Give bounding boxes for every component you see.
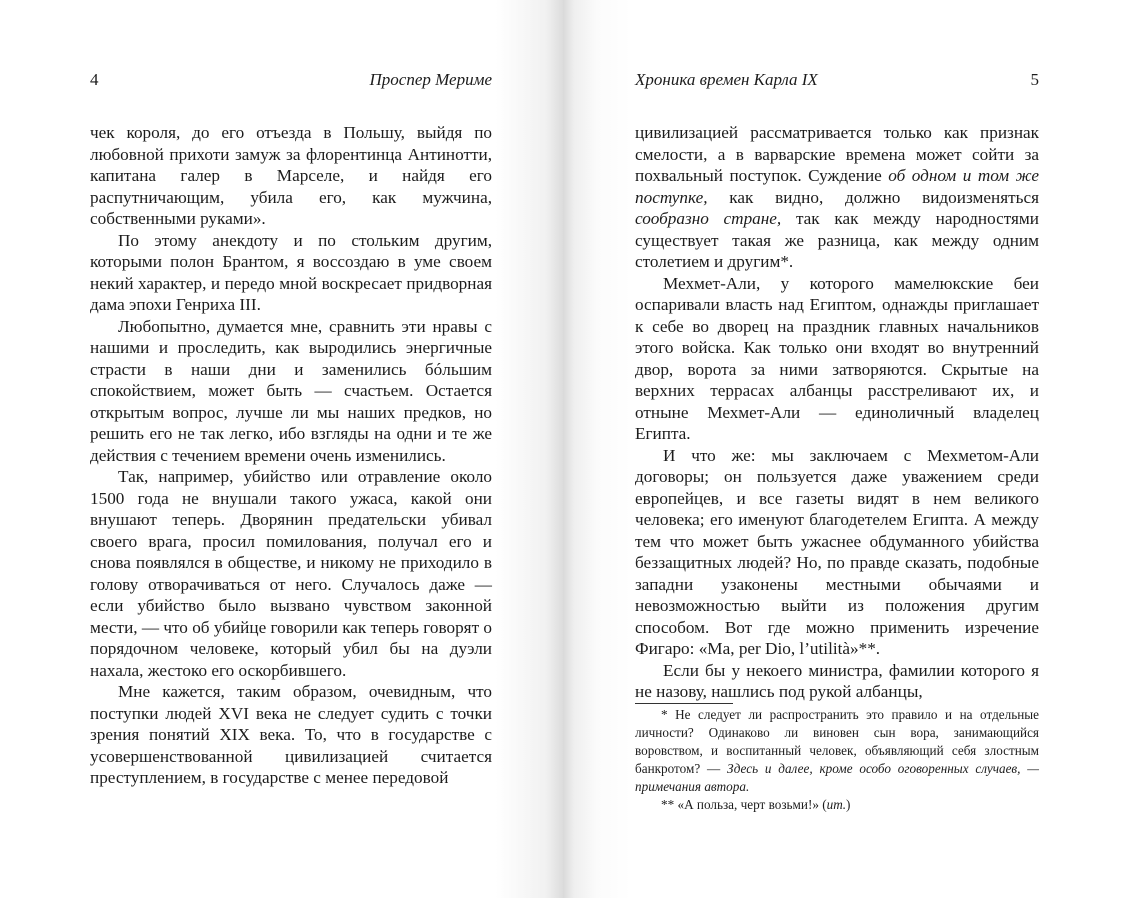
italic-run: об одном и том же поступке,	[635, 166, 1040, 207]
footnote-text: )	[846, 797, 851, 812]
text-run: цивилизацией рассматривается только как признак смелости, а в варварские времена может сойти за похвальный поступок. Суждение	[635, 123, 1039, 185]
page-number-right: 5	[1030, 70, 1039, 89]
footnote-text: ** «А польза, черт возьми!» (	[661, 797, 827, 812]
text-run: как видно, должно видоизменяться	[707, 187, 1039, 207]
footnote-text: * Не следует ли распространить это правило и на отдельные личности? Одинаково ли виновен сын вора, занимающийся воровством, и воспитанный человек, объявляющий себя злостным банкротом? —	[635, 707, 1039, 776]
paragraph	[635, 122, 1039, 273]
paragraph: И что же: мы заключаем с Мехметом-Али договоры; он пользуется даже уважением среди европейцев, и все газеты видят в нем великого человека; его именуют благодетелем Египта. А между тем что может быть ужаснее обдуманного убийства беззащитных людей? Но, по правде сказать, подобные западни узаконены местными обычаями и невозможностью выйти из положения другим способом. Вот где можно применить изречение Фигаро: «Ma, per Dio, l’utilità»**.	[635, 445, 1039, 658]
text-run: так как между народностями существует такая же разница, как между одним столетием и другим*.	[635, 209, 1039, 271]
footnotes	[635, 706, 1039, 814]
paragraph: Так, например, убийство или отравление около 1500 года не внушали такого ужаса, какой они внушают теперь. Дворянин предательски убивал своего врага, просил помилования, получал его и снова появлялся в обществе, и никому не приходило в голову отворачиваться от него. Случалось даже — если убийство было вызвано чувством законной мести, — что об убийце говорили как теперь говорят о порядочном человеке, который убил бы на дуэли нахала, жестоко его оскорбившего.	[90, 467, 492, 680]
paragraph: Любопытно, думается мне, сравнить эти нравы с нашими и проследить, как выродились энергичные страсти в наши дни и заменились бóльшим спокойствием, может быть — счастьем. Остается открытым вопрос, лучше ли мы наших предков, но решить его не так легко, ибо взгляды на одни и те же действия с течением времени очень изменились.	[90, 316, 492, 465]
paragraph: Мне кажется, таким образом, очевидным, что поступки людей XVI века не следует судить с точки зрения понятий XIX века. То, что в государстве с усовершенствованной цивилизацией считается преступлением, в государстве с менее передовой	[90, 682, 492, 787]
left-page	[0, 0, 563, 898]
paragraph: Если бы у некоего министра, фамилии которого я не назову, нашлись под рукой албанцы,	[635, 660, 1039, 701]
page-number-left: 4	[90, 70, 99, 89]
running-head-right: Хроника времен Карла IX	[635, 70, 818, 89]
right-page-body	[635, 122, 1039, 703]
paragraph: По этому анекдоту и по стольким другим, которыми полон Брантом, я воссоздаю в уме своем некий характер, и передо мной воскресает придворная дама эпохи Генриха III.	[90, 230, 492, 314]
right-page	[563, 0, 1129, 898]
left-page-body	[90, 122, 492, 789]
footnote	[635, 796, 1039, 814]
footnote-rule	[635, 703, 733, 704]
paragraph: чек короля, до его отъезда в Польшу, выйдя по любовной прихоти замуж за флорентинца Антинотти, капитана галер в Марселе, и найдя его распутничающим, убила его, как мужчина, собственными руками».	[90, 123, 492, 228]
footnote	[635, 706, 1039, 796]
footnote-italic: Здесь и далее, кроме особо оговоренных случаев, — примечания автора.	[635, 761, 1039, 794]
footnote-italic: um.	[826, 797, 847, 812]
paragraph: Мехмет-Али, у которого мамелюкские беи оспаривали власть над Египтом, однажды приглашает к себе во дворец на праздник главных начальников этого войска. Как только они входят во внутренний двор, ворота за ними затворяются. Скрытые на верхних террасах албанцы расстреливают их, и отныне Мехмет-Али — единоличный владелец Египта.	[635, 273, 1039, 443]
running-head-left: Проспер Мериме	[369, 70, 492, 89]
italic-run: сообразно стране,	[635, 209, 782, 228]
